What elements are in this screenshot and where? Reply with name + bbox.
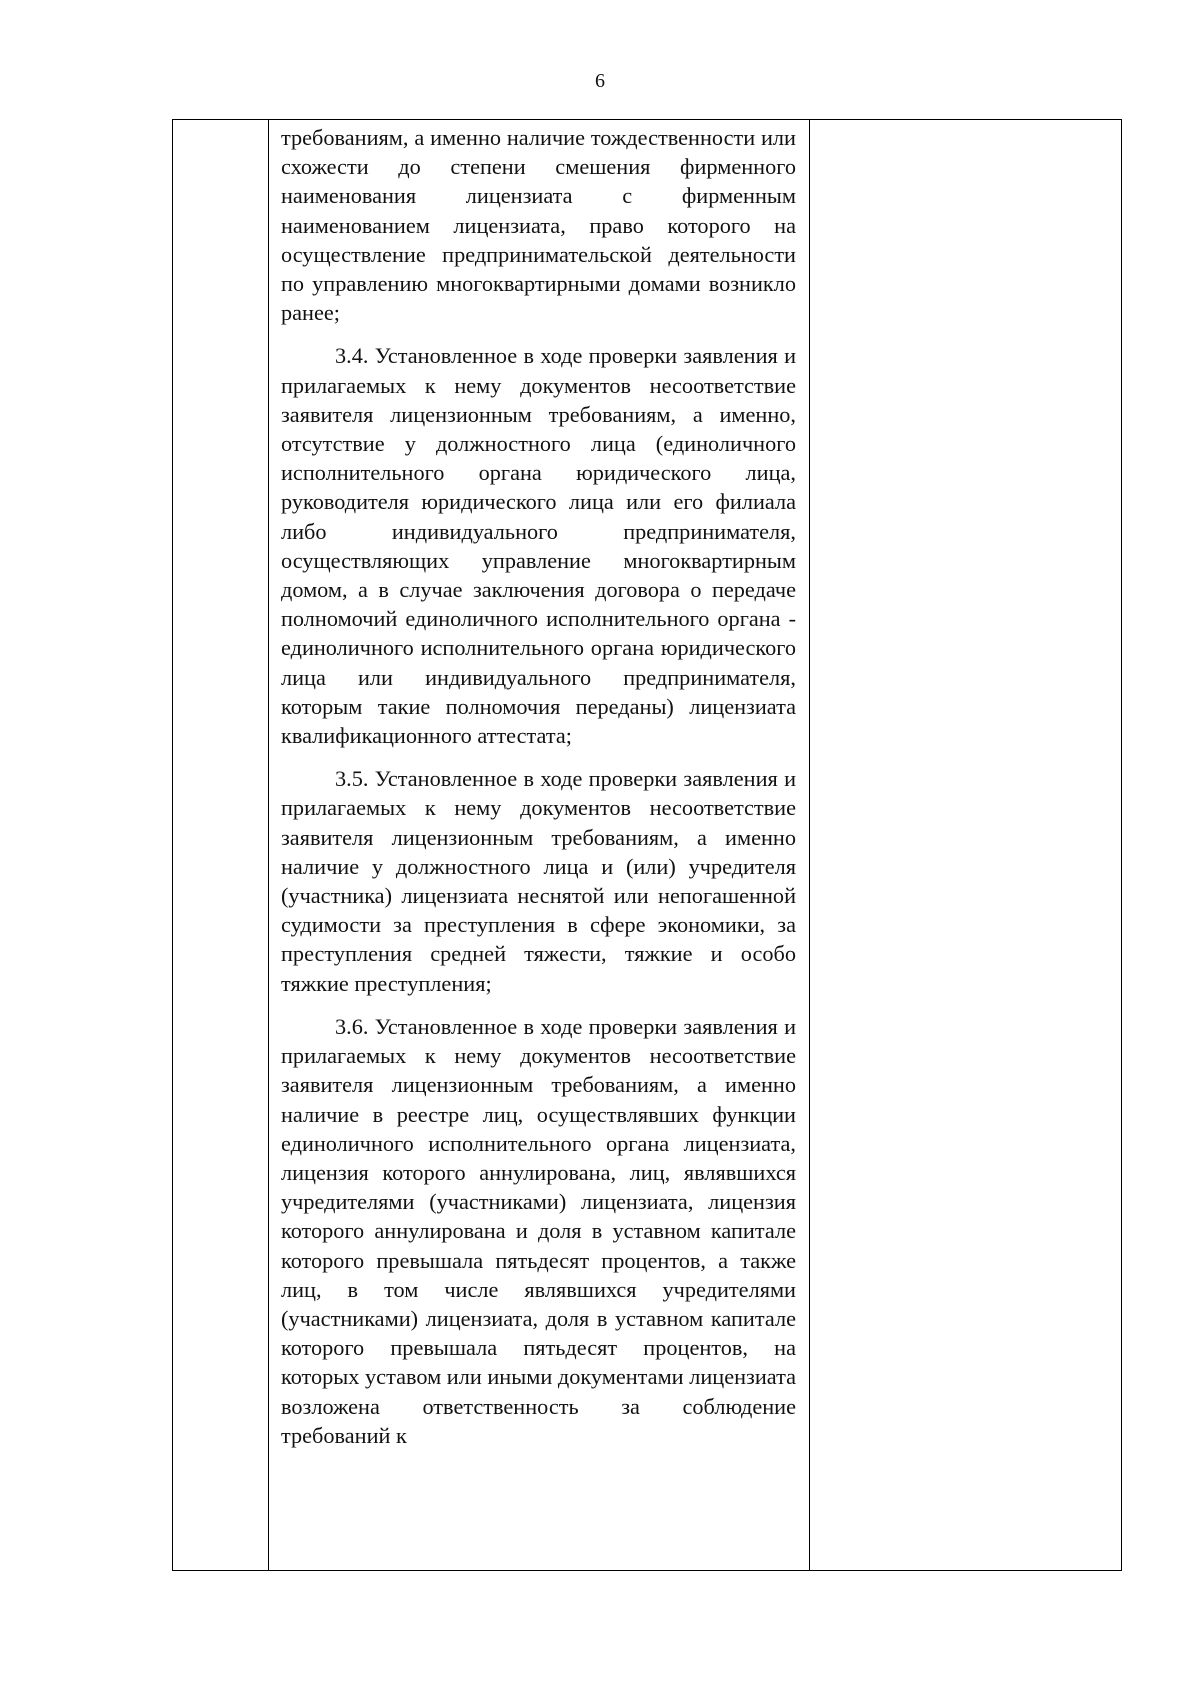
document-table [172,119,1122,1571]
paragraph-item-3-5: 3.5. Установленное в ходе проверки заявления и прилагаемых к нему документов несоответствие заявителя лицензионным требованиям, а именно наличие у должностного лица и (или) учредителя (участника) лицензиата неснятой или непогашенной судимости за преступления в сфере экономики, за преступления средней тяжести, тяжкие и особо тяжкие преступления; [281,766,796,996]
table-middle-column [281,120,796,1450]
column-divider-right [809,120,810,1570]
paragraph-item-3-6: 3.6. Установленное в ходе проверки заявления и прилагаемых к нему документов несоответствие заявителя лицензионным требованиям, а именно наличие в реестре лиц, осуществлявших функции единоличного исполнительного органа лицензиата, лицензия которого аннулирована, лиц, являвшихся учредителями (участниками) лицензиата, лицензия которого аннулирована и доля в уставном капитале которого превышала пятьдесят процентов, а также лиц, в том числе являвшихся учредителями (участниками) лицензиата, доля в уставном капитале которого превышала пятьдесят процентов, на которых уставом или иными документами лицензиата возложена ответственность за соблюдение требований к [281,1013,796,1448]
paragraph-continuation: требованиям, а именно наличие тождественности или схожести до степени смешения фирменного наименования лицензиата с фирменным наименованием лицензиата, право которого на осуществление предпринимательской деятельности по управлению многоквартирными домами возникло ранее; [281,125,796,326]
column-divider-left [268,120,269,1570]
page-number: 6 [595,70,605,92]
paragraph-item-3-4: 3.4. Установленное в ходе проверки заявления и прилагаемых к нему документов несоответствие заявителя лицензионным требованиям, а именно, отсутствие у должностного лица (единоличного исполнительного органа юридического лица, руководителя юридического лица или его филиала либо индивидуального предпринимателя, осуществляющих управление многоквартирным домом, а в случае заключения договора о передаче полномочий единоличного исполнительного органа - единоличного исполнительного органа юридического лица или индивидуального предпринимателя, которым такие полномочия переданы) лицензиата квалификационного аттестата; [281,343,796,749]
